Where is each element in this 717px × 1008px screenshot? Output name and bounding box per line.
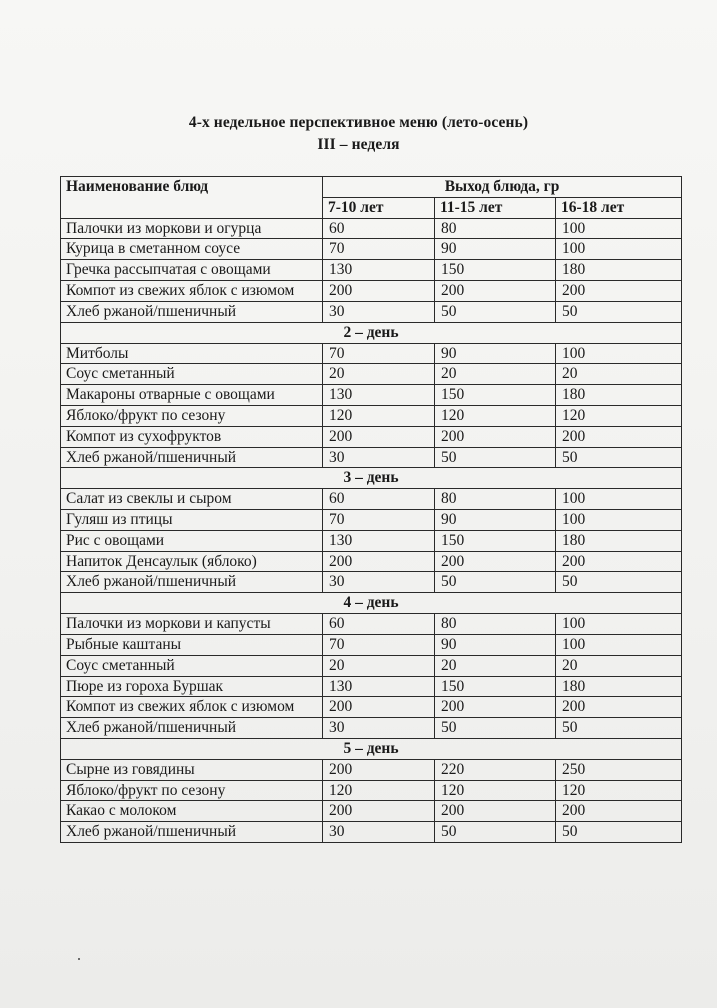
table-header-row bbox=[61, 177, 682, 198]
dish-name-cell: Салат из свеклы и сыром bbox=[61, 489, 323, 510]
table-row bbox=[61, 530, 682, 551]
dish-name-cell: Хлеб ржаной/пшеничный bbox=[61, 572, 323, 593]
yield-cell-11-15: 50 bbox=[435, 301, 556, 322]
yield-cell-16-18: 100 bbox=[556, 218, 682, 239]
table-row bbox=[61, 489, 682, 510]
dish-name-cell: Компот из свежих яблок с изюмом bbox=[61, 281, 323, 302]
dish-name-cell: Гречка рассыпчатая с овощами bbox=[61, 260, 323, 281]
yield-cell-7-10: 200 bbox=[323, 426, 435, 447]
age-header-16-18: 16-18 лет bbox=[556, 197, 682, 218]
yield-cell-7-10: 30 bbox=[323, 447, 435, 468]
yield-cell-16-18: 50 bbox=[556, 301, 682, 322]
yield-cell-7-10: 60 bbox=[323, 489, 435, 510]
yield-cell-11-15: 50 bbox=[435, 718, 556, 739]
table-row bbox=[61, 260, 682, 281]
yield-cell-11-15: 220 bbox=[435, 759, 556, 780]
dish-name-cell: Соус сметанный bbox=[61, 364, 323, 385]
yield-cell-16-18: 200 bbox=[556, 801, 682, 822]
table-row bbox=[61, 364, 682, 385]
table-row bbox=[61, 510, 682, 531]
yield-cell-7-10: 200 bbox=[323, 551, 435, 572]
yield-cell-11-15: 150 bbox=[435, 260, 556, 281]
yield-cell-11-15: 200 bbox=[435, 801, 556, 822]
yield-cell-16-18: 50 bbox=[556, 572, 682, 593]
table-row bbox=[61, 218, 682, 239]
day-label: 3 – день bbox=[61, 468, 682, 489]
yield-cell-11-15: 80 bbox=[435, 489, 556, 510]
table-row bbox=[61, 447, 682, 468]
yield-cell-16-18: 180 bbox=[556, 676, 682, 697]
table-row bbox=[61, 572, 682, 593]
table-row bbox=[61, 301, 682, 322]
table-row bbox=[61, 759, 682, 780]
yield-column-header: Выход блюда, гр bbox=[323, 177, 682, 198]
table-row bbox=[61, 676, 682, 697]
dish-name-cell: Митболы bbox=[61, 343, 323, 364]
day-separator-row bbox=[61, 322, 682, 343]
paper-speck bbox=[78, 958, 80, 960]
yield-cell-16-18: 50 bbox=[556, 447, 682, 468]
day-label: 4 – день bbox=[61, 593, 682, 614]
day-separator-row bbox=[61, 468, 682, 489]
dish-name-cell: Компот из сухофруктов bbox=[61, 426, 323, 447]
yield-cell-16-18: 120 bbox=[556, 780, 682, 801]
yield-cell-16-18: 200 bbox=[556, 697, 682, 718]
yield-cell-16-18: 100 bbox=[556, 489, 682, 510]
yield-cell-16-18: 120 bbox=[556, 405, 682, 426]
yield-cell-7-10: 120 bbox=[323, 780, 435, 801]
yield-cell-7-10: 200 bbox=[323, 697, 435, 718]
dish-name-cell: Курица в сметанном соусе bbox=[61, 239, 323, 260]
dish-name-cell: Яблоко/фрукт по сезону bbox=[61, 780, 323, 801]
table-row bbox=[61, 634, 682, 655]
table-row bbox=[61, 718, 682, 739]
yield-cell-16-18: 100 bbox=[556, 510, 682, 531]
yield-cell-16-18: 50 bbox=[556, 718, 682, 739]
dish-name-cell: Хлеб ржаной/пшеничный bbox=[61, 822, 323, 843]
table-row bbox=[61, 343, 682, 364]
yield-cell-16-18: 180 bbox=[556, 260, 682, 281]
dish-column-header: Наименование блюд bbox=[61, 177, 323, 219]
yield-cell-7-10: 130 bbox=[323, 530, 435, 551]
yield-cell-7-10: 30 bbox=[323, 301, 435, 322]
dish-name-cell: Хлеб ржаной/пшеничный bbox=[61, 718, 323, 739]
yield-cell-11-15: 50 bbox=[435, 822, 556, 843]
dish-name-cell: Хлеб ржаной/пшеничный bbox=[61, 301, 323, 322]
table-row bbox=[61, 780, 682, 801]
yield-cell-11-15: 80 bbox=[435, 614, 556, 635]
dish-name-cell: Хлеб ржаной/пшеничный bbox=[61, 447, 323, 468]
yield-cell-7-10: 200 bbox=[323, 801, 435, 822]
yield-cell-11-15: 150 bbox=[435, 676, 556, 697]
yield-cell-7-10: 20 bbox=[323, 655, 435, 676]
yield-cell-7-10: 30 bbox=[323, 718, 435, 739]
table-row bbox=[61, 822, 682, 843]
yield-cell-7-10: 30 bbox=[323, 572, 435, 593]
yield-cell-16-18: 180 bbox=[556, 530, 682, 551]
day-separator-row bbox=[61, 593, 682, 614]
yield-cell-11-15: 150 bbox=[435, 530, 556, 551]
yield-cell-7-10: 70 bbox=[323, 343, 435, 364]
table-row bbox=[61, 281, 682, 302]
yield-cell-16-18: 200 bbox=[556, 426, 682, 447]
yield-cell-11-15: 20 bbox=[435, 364, 556, 385]
yield-cell-11-15: 150 bbox=[435, 385, 556, 406]
yield-cell-16-18: 100 bbox=[556, 634, 682, 655]
dish-name-cell: Соус сметанный bbox=[61, 655, 323, 676]
day-label: 5 – день bbox=[61, 738, 682, 759]
yield-cell-7-10: 70 bbox=[323, 239, 435, 260]
dish-name-cell: Рис с овощами bbox=[61, 530, 323, 551]
yield-cell-16-18: 50 bbox=[556, 822, 682, 843]
table-row bbox=[61, 426, 682, 447]
dish-name-cell: Сырне из говядины bbox=[61, 759, 323, 780]
yield-cell-11-15: 20 bbox=[435, 655, 556, 676]
dish-name-cell: Палочки из моркови и огурца bbox=[61, 218, 323, 239]
dish-name-cell: Напиток Денсаулык (яблоко) bbox=[61, 551, 323, 572]
table-row bbox=[61, 655, 682, 676]
week-subtitle: III – неделя bbox=[317, 136, 400, 153]
yield-cell-11-15: 90 bbox=[435, 343, 556, 364]
yield-cell-7-10: 30 bbox=[323, 822, 435, 843]
yield-cell-11-15: 90 bbox=[435, 510, 556, 531]
yield-cell-7-10: 60 bbox=[323, 614, 435, 635]
yield-cell-7-10: 130 bbox=[323, 260, 435, 281]
yield-cell-11-15: 80 bbox=[435, 218, 556, 239]
dish-name-cell: Какао с молоком bbox=[61, 801, 323, 822]
yield-cell-11-15: 200 bbox=[435, 551, 556, 572]
day-label: 2 – день bbox=[61, 322, 682, 343]
yield-cell-16-18: 100 bbox=[556, 239, 682, 260]
dish-name-cell: Пюре из гороха Буршак bbox=[61, 676, 323, 697]
yield-cell-7-10: 200 bbox=[323, 759, 435, 780]
yield-cell-16-18: 20 bbox=[556, 364, 682, 385]
table-row bbox=[61, 405, 682, 426]
age-header-7-10: 7-10 лет bbox=[323, 197, 435, 218]
yield-cell-7-10: 130 bbox=[323, 676, 435, 697]
dish-name-cell: Палочки из моркови и капусты bbox=[61, 614, 323, 635]
table-row bbox=[61, 239, 682, 260]
yield-cell-11-15: 90 bbox=[435, 239, 556, 260]
yield-cell-11-15: 200 bbox=[435, 697, 556, 718]
yield-cell-7-10: 70 bbox=[323, 510, 435, 531]
dish-name-cell: Гуляш из птицы bbox=[61, 510, 323, 531]
yield-cell-7-10: 60 bbox=[323, 218, 435, 239]
yield-cell-16-18: 200 bbox=[556, 281, 682, 302]
table-row bbox=[61, 385, 682, 406]
dish-name-cell: Макароны отварные с овощами bbox=[61, 385, 323, 406]
yield-cell-11-15: 50 bbox=[435, 572, 556, 593]
day-separator-row bbox=[61, 738, 682, 759]
yield-cell-11-15: 200 bbox=[435, 281, 556, 302]
yield-cell-11-15: 200 bbox=[435, 426, 556, 447]
yield-cell-7-10: 20 bbox=[323, 364, 435, 385]
menu-title: 4-х недельное перспективное меню (лето-осень) bbox=[188, 114, 529, 131]
yield-cell-11-15: 90 bbox=[435, 634, 556, 655]
table-row bbox=[61, 697, 682, 718]
yield-cell-7-10: 130 bbox=[323, 385, 435, 406]
yield-cell-16-18: 200 bbox=[556, 551, 682, 572]
yield-cell-16-18: 100 bbox=[556, 614, 682, 635]
yield-cell-16-18: 250 bbox=[556, 759, 682, 780]
dish-name-cell: Рыбные каштаны bbox=[61, 634, 323, 655]
menu-table-body bbox=[61, 218, 682, 842]
yield-cell-11-15: 50 bbox=[435, 447, 556, 468]
dish-name-cell: Компот из свежих яблок с изюмом bbox=[61, 697, 323, 718]
yield-cell-7-10: 200 bbox=[323, 281, 435, 302]
table-row bbox=[61, 614, 682, 635]
dish-name-cell: Яблоко/фрукт по сезону bbox=[61, 405, 323, 426]
yield-cell-11-15: 120 bbox=[435, 780, 556, 801]
age-header-11-15: 11-15 лет bbox=[435, 197, 556, 218]
menu-table bbox=[60, 176, 682, 843]
table-row bbox=[61, 801, 682, 822]
yield-cell-11-15: 120 bbox=[435, 405, 556, 426]
yield-cell-16-18: 20 bbox=[556, 655, 682, 676]
table-row bbox=[61, 551, 682, 572]
yield-cell-7-10: 70 bbox=[323, 634, 435, 655]
yield-cell-16-18: 180 bbox=[556, 385, 682, 406]
yield-cell-16-18: 100 bbox=[556, 343, 682, 364]
yield-cell-7-10: 120 bbox=[323, 405, 435, 426]
